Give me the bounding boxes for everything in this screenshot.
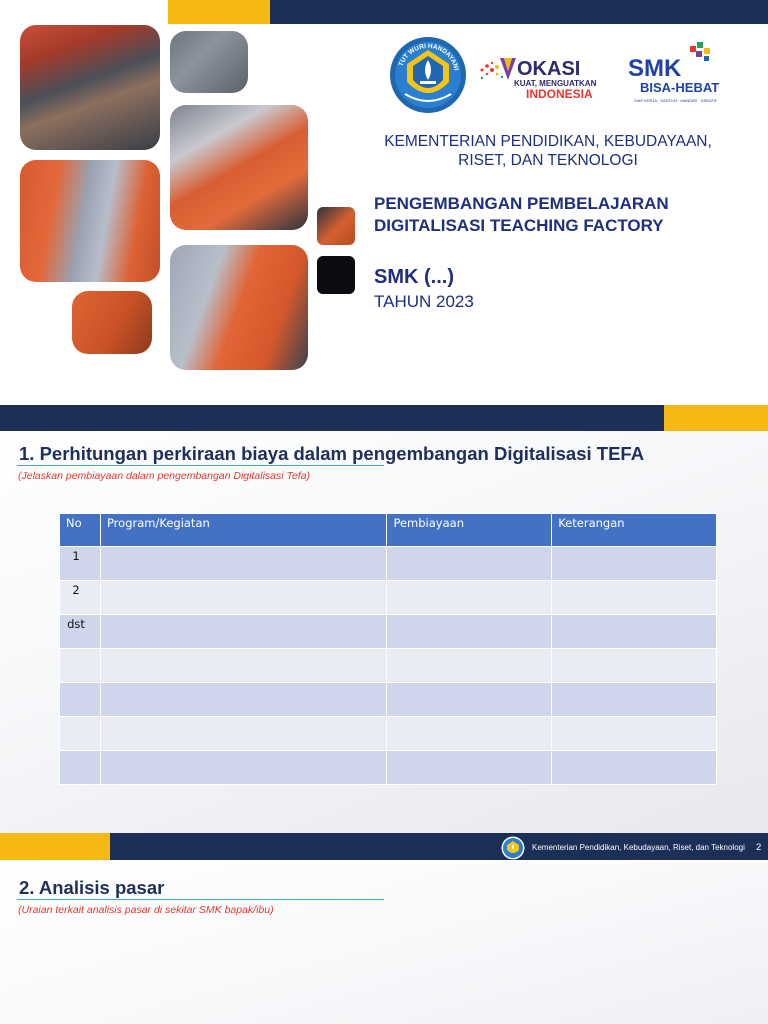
cell-financing[interactable] (387, 615, 552, 649)
cell-no[interactable]: 2 (60, 581, 101, 615)
heading-underline (17, 899, 384, 900)
heading-underline (17, 465, 384, 466)
column-header-no: No (60, 514, 101, 547)
accent-bar-navy (0, 405, 664, 431)
slide-footer (0, 833, 768, 860)
cover-school: SMK (...) (374, 266, 454, 288)
table-row (60, 683, 717, 717)
table-row (60, 649, 717, 683)
worker-photo-tile (170, 31, 248, 93)
cell-no[interactable] (60, 717, 101, 751)
worker-photo-tile (20, 160, 160, 282)
vokasi-indonesia: INDONESIA (526, 87, 593, 101)
cell-financing[interactable] (387, 683, 552, 717)
table-row (60, 615, 717, 649)
footer-accent-yellow (0, 833, 110, 860)
table-row (60, 581, 717, 615)
worker-photo-tile (20, 25, 160, 150)
smk-small-tagline: SIAP KERJA · SANTUN · MANDIRI · KREATIF (634, 98, 718, 103)
cell-financing[interactable] (387, 717, 552, 751)
cell-notes[interactable] (552, 717, 717, 751)
cell-financing[interactable] (387, 649, 552, 683)
section-instruction: (Uraian terkait analisis pasar di sekitar SMK bapak/ibu) (18, 904, 274, 916)
cell-no[interactable] (60, 649, 101, 683)
cell-notes[interactable] (552, 683, 717, 717)
smk-tagline: BISA-HEBAT (640, 80, 720, 95)
table-row (60, 717, 717, 751)
cell-notes[interactable] (552, 581, 717, 615)
cell-notes[interactable] (552, 547, 717, 581)
column-header-notes: Keterangan (552, 514, 717, 547)
tutwuri-footer-icon (501, 836, 525, 860)
market-analysis-slide (0, 863, 768, 1024)
ministry-line-2: RISET, DAN TEKNOLOGI (458, 152, 638, 169)
column-header-financing: Pembiayaan (387, 514, 552, 547)
tutwuri-logo (389, 36, 467, 114)
cover-title (374, 193, 754, 237)
cell-notes[interactable] (552, 649, 717, 683)
cell-program[interactable] (100, 751, 387, 785)
smk-wordmark: SMK (628, 55, 682, 82)
cell-financing[interactable] (387, 581, 552, 615)
accent-bar-yellow (664, 405, 768, 431)
cell-program[interactable] (100, 717, 387, 751)
cell-program[interactable] (100, 547, 387, 581)
cover-title-line-2: DIGITALISASI TEACHING FACTORY (374, 216, 664, 235)
cover-slide (0, 0, 768, 405)
column-header-program: Program/Kegiatan (100, 514, 387, 547)
table-row (60, 547, 717, 581)
ministry-line-1: KEMENTERIAN PENDIDIKAN, KEBUDAYAAN, (384, 133, 712, 150)
section-heading: 1. Perhitungan perkiraan biaya dalam pengembangan Digitalisasi TEFA (19, 443, 645, 464)
page-number: 2 (756, 842, 762, 853)
vokasi-wordmark: OKASI (517, 58, 581, 80)
footer-ministry-text: Kementerian Pendidikan, Kebudayaan, Riset, dan Teknologi (532, 843, 745, 852)
worker-photo-tile (72, 291, 152, 354)
cell-financing[interactable] (387, 547, 552, 581)
ministry-name (370, 132, 726, 170)
cell-financing[interactable] (387, 751, 552, 785)
table-header-row (60, 514, 717, 547)
cell-program[interactable] (100, 615, 387, 649)
cell-notes[interactable] (552, 751, 717, 785)
section-heading: 2. Analisis pasar (19, 877, 165, 898)
smk-bisa-hebat-logo (626, 42, 734, 106)
cover-year: TAHUN 2023 (374, 292, 474, 311)
cost-table (59, 513, 717, 785)
accent-bar-yellow (168, 0, 270, 24)
tutwuri-motto: TUT WURI HANDAYANI (397, 42, 460, 72)
cell-no[interactable] (60, 683, 101, 717)
cell-notes[interactable] (552, 615, 717, 649)
cost-estimate-slide (0, 405, 768, 860)
cell-program[interactable] (100, 581, 387, 615)
cell-no[interactable]: dst (60, 615, 101, 649)
worker-photo-tile (317, 207, 355, 245)
worker-photo-tile (317, 256, 355, 294)
cell-program[interactable] (100, 683, 387, 717)
cell-program[interactable] (100, 649, 387, 683)
worker-photo-tile (170, 105, 308, 230)
cell-no[interactable] (60, 751, 101, 785)
vokasi-logo (478, 50, 608, 104)
section-instruction: (Jelaskan pembiayaan dalam pengembangan Digitalisasi Tefa) (18, 470, 311, 482)
cover-title-line-1: PENGEMBANGAN PEMBELAJARAN (374, 194, 669, 213)
worker-photo-tile (170, 245, 308, 370)
cell-no[interactable]: 1 (60, 547, 101, 581)
table-row (60, 751, 717, 785)
vokasi-tagline: KUAT, MENGUATKAN (514, 79, 597, 88)
accent-bar-navy (270, 0, 768, 24)
